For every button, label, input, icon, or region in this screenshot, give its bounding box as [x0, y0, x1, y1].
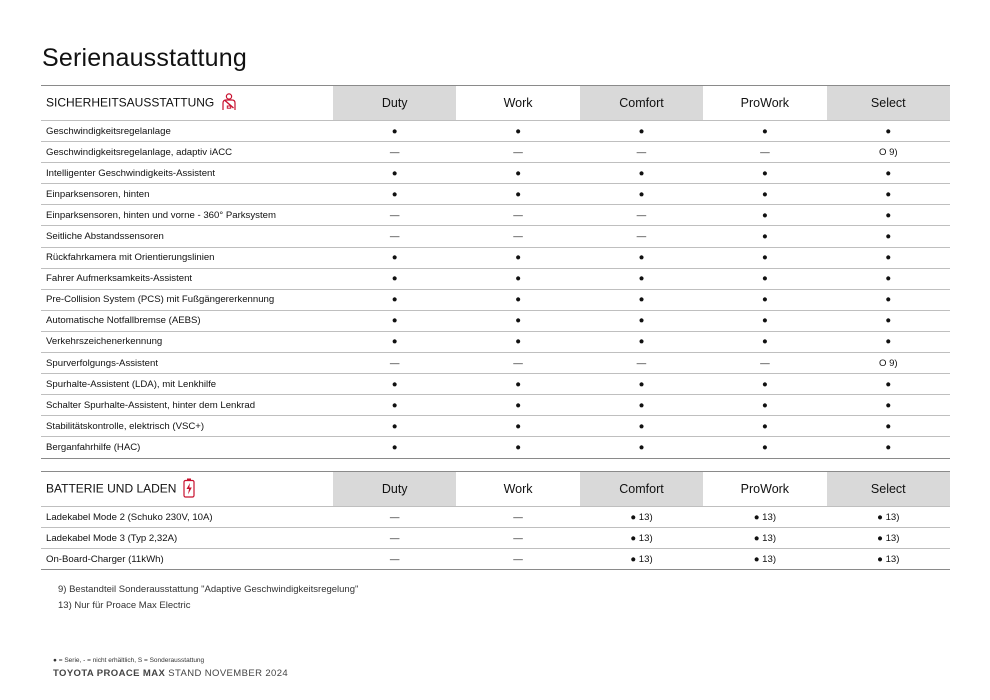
feature-value: ●	[333, 437, 456, 458]
feature-value: ●	[580, 289, 703, 310]
feature-value: ●	[827, 289, 950, 310]
table-row	[41, 142, 950, 163]
feature-value: ●	[333, 416, 456, 437]
feature-value: ●	[580, 374, 703, 395]
brand-stand: STAND NOVEMBER 2024	[168, 668, 289, 679]
feature-value: ●	[703, 184, 826, 205]
feature-value: ●	[827, 310, 950, 331]
feature-label: Berganfahrhilfe (HAC)	[41, 437, 333, 458]
feature-value: —	[703, 353, 826, 374]
feature-value: ●	[333, 268, 456, 289]
feature-value: ●	[333, 184, 456, 205]
feature-value: ●	[580, 331, 703, 352]
feature-value: ●	[456, 437, 579, 458]
table-row	[41, 247, 950, 268]
feature-value: ●	[333, 395, 456, 416]
feature-value: —	[580, 142, 703, 163]
feature-value: —	[456, 142, 579, 163]
feature-label: Fahrer Aufmerksamkeits-Assistent	[41, 268, 333, 289]
feature-value: —	[333, 205, 456, 226]
col-header-comfort: Comfort	[580, 472, 703, 507]
feature-label: Geschwindigkeitsregelanlage, adaptiv iACC	[41, 142, 333, 163]
feature-value: ●	[456, 121, 579, 142]
feature-label: Verkehrszeichenerkennung	[41, 331, 333, 352]
feature-value: —	[333, 528, 456, 549]
table-row	[41, 226, 950, 247]
feature-value: ●	[333, 374, 456, 395]
feature-value: ●	[827, 184, 950, 205]
feature-value: ●	[456, 163, 579, 184]
feature-value: ●	[456, 416, 579, 437]
table-row	[41, 289, 950, 310]
feature-value: ●	[456, 184, 579, 205]
feature-value: —	[456, 226, 579, 247]
feature-value: —	[456, 507, 579, 528]
feature-value: ●	[827, 163, 950, 184]
feature-value: —	[456, 528, 579, 549]
feature-value: ●	[703, 247, 826, 268]
col-header-duty: Duty	[333, 472, 456, 507]
feature-value: ●	[703, 226, 826, 247]
feature-value: ●	[580, 437, 703, 458]
safety-section-header	[41, 86, 333, 121]
table-row	[41, 353, 950, 374]
feature-value: ● 13)	[703, 549, 826, 570]
col-header-duty: Duty	[333, 86, 456, 121]
feature-value: —	[333, 142, 456, 163]
col-header-prowork: ProWork	[703, 472, 826, 507]
feature-value: ●	[580, 163, 703, 184]
feature-value: O 9)	[827, 142, 950, 163]
table-row	[41, 549, 950, 570]
feature-value: ●	[827, 331, 950, 352]
feature-value: —	[333, 507, 456, 528]
table-row	[41, 205, 950, 226]
feature-value: ● 13)	[827, 549, 950, 570]
feature-value: ●	[456, 395, 579, 416]
page-title: Serienausstattung	[42, 44, 247, 72]
brand-name: TOYOTA PROACE MAX	[53, 668, 166, 679]
table-row	[41, 310, 950, 331]
feature-value: ●	[827, 121, 950, 142]
feature-value: ●	[580, 268, 703, 289]
feature-value: ●	[333, 331, 456, 352]
feature-value: ●	[827, 226, 950, 247]
feature-label: Ladekabel Mode 2 (Schuko 230V, 10A)	[41, 507, 333, 528]
feature-value: ● 13)	[580, 549, 703, 570]
feature-value: ●	[456, 374, 579, 395]
feature-label: Spurhalte-Assistent (LDA), mit Lenkhilfe	[41, 374, 333, 395]
feature-value: ●	[333, 247, 456, 268]
feature-value: ●	[827, 416, 950, 437]
feature-value: ●	[333, 121, 456, 142]
feature-value: ●	[580, 184, 703, 205]
safety-equipment-table	[41, 85, 950, 459]
table-row	[41, 374, 950, 395]
footnote-13: 13) Nur für Proace Max Electric	[58, 600, 191, 611]
feature-value: ●	[827, 205, 950, 226]
feature-value: ●	[333, 163, 456, 184]
brand-footer	[53, 668, 288, 679]
table-row	[41, 395, 950, 416]
footnote-9: 9) Bestandteil Sonderausstattung "Adaptive Geschwindigkeitsregelung"	[58, 584, 359, 595]
feature-value: —	[333, 549, 456, 570]
feature-value: ●	[580, 310, 703, 331]
feature-value: ● 13)	[703, 507, 826, 528]
feature-value: —	[580, 205, 703, 226]
feature-label: Einparksensoren, hinten	[41, 184, 333, 205]
table-row	[41, 268, 950, 289]
feature-value: ●	[703, 121, 826, 142]
col-header-select: Select	[827, 86, 950, 121]
table-row	[41, 528, 950, 549]
feature-value: ●	[580, 121, 703, 142]
feature-value: ●	[333, 310, 456, 331]
feature-value: ●	[827, 268, 950, 289]
table-row	[41, 163, 950, 184]
col-header-work: Work	[456, 86, 579, 121]
safety-table-body	[41, 121, 950, 459]
feature-value: ●	[456, 310, 579, 331]
feature-value: ●	[827, 395, 950, 416]
col-header-comfort: Comfort	[580, 86, 703, 121]
seatbelt-icon	[221, 93, 237, 114]
col-header-work: Work	[456, 472, 579, 507]
feature-value: ●	[580, 247, 703, 268]
table-row	[41, 416, 950, 437]
feature-label: Rückfahrkamera mit Orientierungslinien	[41, 247, 333, 268]
table-row	[41, 507, 950, 528]
feature-value: ●	[827, 247, 950, 268]
feature-value: ●	[456, 247, 579, 268]
feature-value: ● 13)	[580, 507, 703, 528]
feature-label: Ladekabel Mode 3 (Typ 2,32A)	[41, 528, 333, 549]
feature-value: ●	[827, 437, 950, 458]
safety-section-title: SICHERHEITSAUSSTATTUNG	[46, 95, 215, 110]
feature-label: Pre-Collision System (PCS) mit Fußgängererkennung	[41, 289, 333, 310]
feature-label: Intelligenter Geschwindigkeits-Assistent	[41, 163, 333, 184]
feature-value: —	[703, 142, 826, 163]
feature-value: ● 13)	[580, 528, 703, 549]
feature-value: ●	[580, 416, 703, 437]
feature-value: ●	[456, 289, 579, 310]
feature-label: Spurverfolgungs-Assistent	[41, 353, 333, 374]
feature-value: ●	[703, 268, 826, 289]
feature-label: Einparksensoren, hinten und vorne - 360° Parksystem	[41, 205, 333, 226]
feature-label: Seitliche Abstandssensoren	[41, 226, 333, 247]
table-row	[41, 331, 950, 352]
feature-value: ●	[703, 395, 826, 416]
feature-value: —	[580, 353, 703, 374]
feature-value: ●	[703, 416, 826, 437]
col-header-select: Select	[827, 472, 950, 507]
feature-value: —	[580, 226, 703, 247]
feature-value: ●	[456, 331, 579, 352]
feature-value: ● 13)	[827, 507, 950, 528]
feature-label: Automatische Notfallbremse (AEBS)	[41, 310, 333, 331]
feature-value: ●	[703, 374, 826, 395]
feature-value: —	[456, 205, 579, 226]
feature-value: ●	[580, 395, 703, 416]
feature-value: ● 13)	[703, 528, 826, 549]
feature-value: ●	[703, 310, 826, 331]
feature-value: ●	[703, 289, 826, 310]
feature-value: ●	[703, 205, 826, 226]
feature-value: ●	[333, 289, 456, 310]
table-row	[41, 184, 950, 205]
table-row	[41, 121, 950, 142]
battery-charging-icon	[183, 478, 195, 501]
feature-label: Schalter Spurhalte-Assistent, hinter dem Lenkrad	[41, 395, 333, 416]
battery-charging-table	[41, 471, 950, 570]
col-header-prowork: ProWork	[703, 86, 826, 121]
feature-label: On-Board-Charger (11kWh)	[41, 549, 333, 570]
feature-value: ●	[703, 331, 826, 352]
battery-section-title: BATTERIE UND LADEN	[46, 481, 177, 496]
symbol-legend: ● = Serie, - = nicht erhältlich, S = Sonderausstattung	[53, 657, 205, 664]
feature-value: O 9)	[827, 353, 950, 374]
feature-label: Stabilitätskontrolle, elektrisch (VSC+)	[41, 416, 333, 437]
table-row	[41, 437, 950, 458]
feature-value: ●	[827, 374, 950, 395]
feature-value: ●	[703, 437, 826, 458]
feature-value: ●	[703, 163, 826, 184]
feature-value: —	[456, 549, 579, 570]
battery-section-header	[41, 472, 333, 507]
feature-label: Geschwindigkeitsregelanlage	[41, 121, 333, 142]
feature-value: —	[456, 353, 579, 374]
battery-table-body	[41, 507, 950, 570]
feature-value: ●	[456, 268, 579, 289]
feature-value: ● 13)	[827, 528, 950, 549]
feature-value: —	[333, 353, 456, 374]
feature-value: —	[333, 226, 456, 247]
